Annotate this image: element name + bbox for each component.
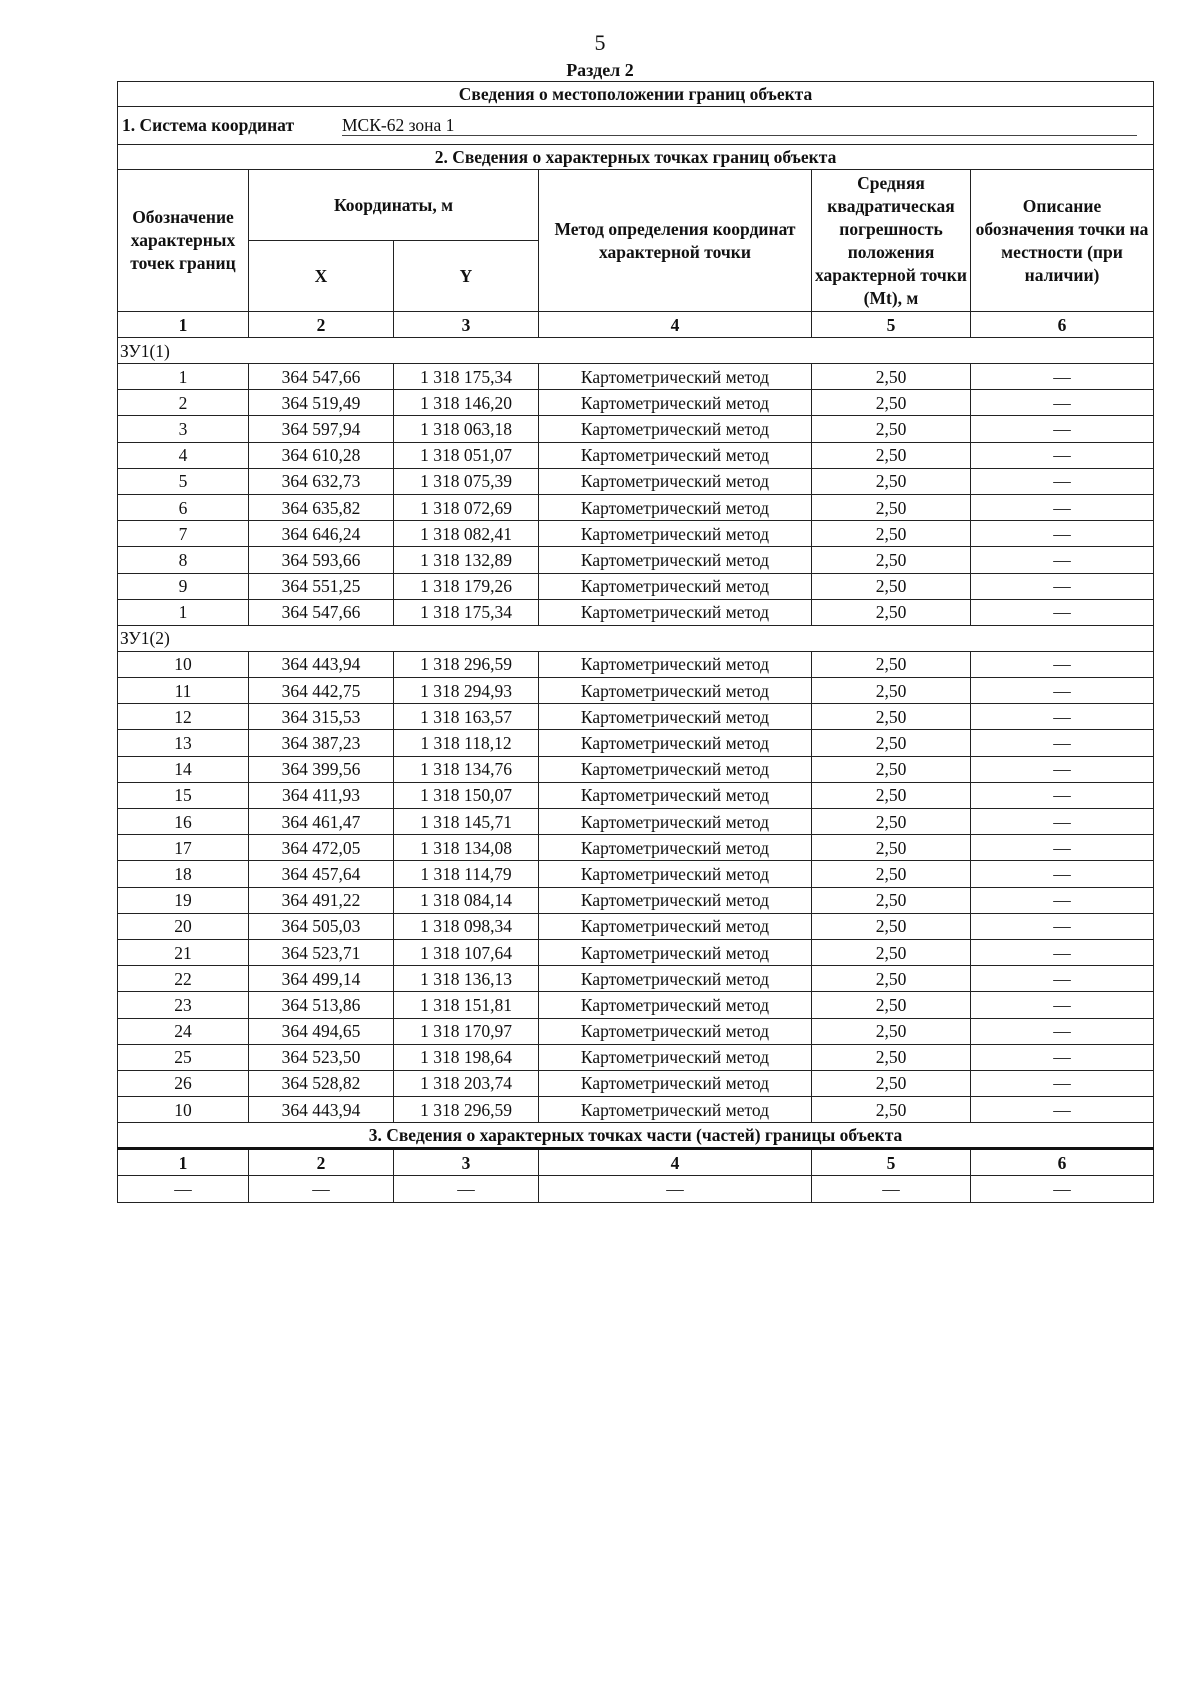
coord-y: 1 318 051,07 bbox=[394, 442, 539, 468]
method: Картометрический метод bbox=[539, 442, 812, 468]
subsection-3-title: 3. Сведения о характерных точках части (частей) границы объекта bbox=[118, 1123, 1154, 1149]
method: Картометрический метод bbox=[539, 939, 812, 965]
header-x: X bbox=[249, 241, 394, 312]
error-mt: 2,50 bbox=[812, 835, 971, 861]
column-number: 1 bbox=[118, 1149, 249, 1176]
coord-y: 1 318 150,07 bbox=[394, 782, 539, 808]
page-number: 5 bbox=[594, 30, 606, 55]
error-mt: 2,50 bbox=[812, 887, 971, 913]
point-number: 20 bbox=[118, 913, 249, 939]
coord-x: 364 523,71 bbox=[249, 939, 394, 965]
coord-y: 1 318 136,13 bbox=[394, 966, 539, 992]
table-row bbox=[118, 704, 1154, 730]
empty-cell: — bbox=[249, 1176, 394, 1203]
method: Картометрический метод bbox=[539, 809, 812, 835]
point-number: 11 bbox=[118, 678, 249, 704]
description: — bbox=[971, 887, 1154, 913]
method: Картометрический метод bbox=[539, 730, 812, 756]
point-number: 23 bbox=[118, 992, 249, 1018]
coord-x: 364 547,66 bbox=[249, 599, 394, 625]
coord-system-label: 1. Система координат bbox=[122, 115, 295, 135]
table-title: Сведения о местоположении границ объекта bbox=[118, 82, 1154, 107]
method: Картометрический метод bbox=[539, 913, 812, 939]
coord-x: 364 491,22 bbox=[249, 887, 394, 913]
method: Картометрический метод bbox=[539, 704, 812, 730]
column-number: 4 bbox=[539, 1149, 812, 1176]
table-row bbox=[118, 887, 1154, 913]
table-row bbox=[118, 599, 1154, 625]
coord-y: 1 318 063,18 bbox=[394, 416, 539, 442]
error-mt: 2,50 bbox=[812, 861, 971, 887]
coord-y: 1 318 179,26 bbox=[394, 573, 539, 599]
table-row bbox=[118, 1070, 1154, 1096]
header-description: Описание обозначения точки на местности (при наличии) bbox=[971, 170, 1154, 312]
column-number-row bbox=[118, 312, 1154, 338]
coord-system-value: МСК-62 зона 1 bbox=[342, 115, 1137, 136]
header-coords: Координаты, м bbox=[249, 170, 539, 241]
coord-y: 1 318 296,59 bbox=[394, 651, 539, 677]
table-row bbox=[118, 730, 1154, 756]
method: Картометрический метод bbox=[539, 992, 812, 1018]
coord-system-row bbox=[118, 107, 1154, 145]
table-row bbox=[118, 364, 1154, 390]
table-row bbox=[118, 1044, 1154, 1070]
coord-x: 364 593,66 bbox=[249, 547, 394, 573]
error-mt: 2,50 bbox=[812, 704, 971, 730]
empty-cell: — bbox=[394, 1176, 539, 1203]
coord-x: 364 551,25 bbox=[249, 573, 394, 599]
coord-x: 364 547,66 bbox=[249, 364, 394, 390]
table-row bbox=[118, 468, 1154, 494]
point-number: 3 bbox=[118, 416, 249, 442]
point-number: 10 bbox=[118, 651, 249, 677]
point-number: 13 bbox=[118, 730, 249, 756]
description: — bbox=[971, 442, 1154, 468]
description: — bbox=[971, 364, 1154, 390]
column-number: 6 bbox=[971, 1149, 1154, 1176]
table-row bbox=[118, 966, 1154, 992]
point-number: 26 bbox=[118, 1070, 249, 1096]
description: — bbox=[971, 835, 1154, 861]
coord-y: 1 318 145,71 bbox=[394, 809, 539, 835]
description: — bbox=[971, 390, 1154, 416]
error-mt: 2,50 bbox=[812, 599, 971, 625]
table-row bbox=[118, 782, 1154, 808]
header-method: Метод определения координат характерной точки bbox=[539, 170, 812, 312]
coord-y: 1 318 114,79 bbox=[394, 861, 539, 887]
error-mt: 2,50 bbox=[812, 992, 971, 1018]
coord-y: 1 318 082,41 bbox=[394, 521, 539, 547]
error-mt: 2,50 bbox=[812, 966, 971, 992]
error-mt: 2,50 bbox=[812, 494, 971, 520]
point-number: 6 bbox=[118, 494, 249, 520]
point-number: 21 bbox=[118, 939, 249, 965]
error-mt: 2,50 bbox=[812, 521, 971, 547]
method: Картометрический метод bbox=[539, 887, 812, 913]
method: Картометрический метод bbox=[539, 494, 812, 520]
coord-y: 1 318 134,76 bbox=[394, 756, 539, 782]
column-number: 6 bbox=[971, 312, 1154, 338]
column-number: 2 bbox=[249, 1149, 394, 1176]
description: — bbox=[971, 913, 1154, 939]
coord-x: 364 411,93 bbox=[249, 782, 394, 808]
error-mt: 2,50 bbox=[812, 651, 971, 677]
coord-y: 1 318 170,97 bbox=[394, 1018, 539, 1044]
coord-y: 1 318 075,39 bbox=[394, 468, 539, 494]
error-mt: 2,50 bbox=[812, 390, 971, 416]
table-row bbox=[118, 547, 1154, 573]
description: — bbox=[971, 939, 1154, 965]
column-number: 3 bbox=[394, 1149, 539, 1176]
method: Картометрический метод bbox=[539, 573, 812, 599]
coord-y: 1 318 163,57 bbox=[394, 704, 539, 730]
method: Картометрический метод bbox=[539, 599, 812, 625]
error-mt: 2,50 bbox=[812, 1018, 971, 1044]
method: Картометрический метод bbox=[539, 468, 812, 494]
method: Картометрический метод bbox=[539, 521, 812, 547]
table-row bbox=[118, 651, 1154, 677]
point-number: 16 bbox=[118, 809, 249, 835]
group-row bbox=[118, 625, 1154, 651]
error-mt: 2,50 bbox=[812, 1044, 971, 1070]
point-number: 9 bbox=[118, 573, 249, 599]
coord-x: 364 472,05 bbox=[249, 835, 394, 861]
error-mt: 2,50 bbox=[812, 678, 971, 704]
table-row bbox=[118, 442, 1154, 468]
column-number: 3 bbox=[394, 312, 539, 338]
table-row bbox=[118, 939, 1154, 965]
description: — bbox=[971, 468, 1154, 494]
table-row bbox=[118, 573, 1154, 599]
coord-y: 1 318 072,69 bbox=[394, 494, 539, 520]
point-number: 25 bbox=[118, 1044, 249, 1070]
method: Картометрический метод bbox=[539, 782, 812, 808]
description: — bbox=[971, 678, 1154, 704]
error-mt: 2,50 bbox=[812, 782, 971, 808]
table-row bbox=[118, 835, 1154, 861]
boundary-table bbox=[117, 81, 1154, 1203]
empty-cell: — bbox=[812, 1176, 971, 1203]
description: — bbox=[971, 521, 1154, 547]
description: — bbox=[971, 547, 1154, 573]
error-mt: 2,50 bbox=[812, 913, 971, 939]
point-number: 5 bbox=[118, 468, 249, 494]
header-error: Средняя квадратическая погрешность положения характерной точки (Mt), м bbox=[812, 170, 971, 312]
description: — bbox=[971, 756, 1154, 782]
point-number: 14 bbox=[118, 756, 249, 782]
subsection-3-empty-row bbox=[118, 1176, 1154, 1203]
point-number: 22 bbox=[118, 966, 249, 992]
description: — bbox=[971, 704, 1154, 730]
description: — bbox=[971, 416, 1154, 442]
table-row bbox=[118, 390, 1154, 416]
description: — bbox=[971, 861, 1154, 887]
coord-y: 1 318 146,20 bbox=[394, 390, 539, 416]
coord-x: 364 610,28 bbox=[249, 442, 394, 468]
empty-cell: — bbox=[118, 1176, 249, 1203]
point-number: 19 bbox=[118, 887, 249, 913]
method: Картометрический метод bbox=[539, 1097, 812, 1123]
error-mt: 2,50 bbox=[812, 547, 971, 573]
column-number: 5 bbox=[812, 312, 971, 338]
table-row bbox=[118, 861, 1154, 887]
coord-y: 1 318 098,34 bbox=[394, 913, 539, 939]
coord-x: 364 513,86 bbox=[249, 992, 394, 1018]
coord-x: 364 399,56 bbox=[249, 756, 394, 782]
coord-y: 1 318 175,34 bbox=[394, 364, 539, 390]
coord-x: 364 523,50 bbox=[249, 1044, 394, 1070]
coord-y: 1 318 294,93 bbox=[394, 678, 539, 704]
description: — bbox=[971, 809, 1154, 835]
subsection-3-column-number-row bbox=[118, 1149, 1154, 1176]
table-row bbox=[118, 1097, 1154, 1123]
table-row bbox=[118, 521, 1154, 547]
coord-y: 1 318 198,64 bbox=[394, 1044, 539, 1070]
method: Картометрический метод bbox=[539, 416, 812, 442]
header-point: Обозначение характерных точек границ bbox=[118, 170, 249, 312]
method: Картометрический метод bbox=[539, 966, 812, 992]
coord-x: 364 387,23 bbox=[249, 730, 394, 756]
table-row bbox=[118, 1018, 1154, 1044]
description: — bbox=[971, 573, 1154, 599]
table-row bbox=[118, 678, 1154, 704]
subsection-2-title: 2. Сведения о характерных точках границ объекта bbox=[118, 145, 1154, 170]
description: — bbox=[971, 1097, 1154, 1123]
description: — bbox=[971, 966, 1154, 992]
method: Картометрический метод bbox=[539, 835, 812, 861]
method: Картометрический метод bbox=[539, 547, 812, 573]
error-mt: 2,50 bbox=[812, 442, 971, 468]
point-number: 24 bbox=[118, 1018, 249, 1044]
method: Картометрический метод bbox=[539, 756, 812, 782]
coord-y: 1 318 132,89 bbox=[394, 547, 539, 573]
point-number: 4 bbox=[118, 442, 249, 468]
table-row bbox=[118, 809, 1154, 835]
column-number: 4 bbox=[539, 312, 812, 338]
description: — bbox=[971, 1018, 1154, 1044]
point-number: 17 bbox=[118, 835, 249, 861]
coord-x: 364 443,94 bbox=[249, 1097, 394, 1123]
coord-y: 1 318 175,34 bbox=[394, 599, 539, 625]
coord-x: 364 494,65 bbox=[249, 1018, 394, 1044]
description: — bbox=[971, 599, 1154, 625]
empty-cell: — bbox=[539, 1176, 812, 1203]
coord-x: 364 519,49 bbox=[249, 390, 394, 416]
column-number: 2 bbox=[249, 312, 394, 338]
coord-y: 1 318 084,14 bbox=[394, 887, 539, 913]
point-number: 12 bbox=[118, 704, 249, 730]
coord-x: 364 597,94 bbox=[249, 416, 394, 442]
coord-y: 1 318 203,74 bbox=[394, 1070, 539, 1096]
method: Картометрический метод bbox=[539, 861, 812, 887]
coord-x: 364 528,82 bbox=[249, 1070, 394, 1096]
error-mt: 2,50 bbox=[812, 1070, 971, 1096]
point-number: 1 bbox=[118, 364, 249, 390]
method: Картометрический метод bbox=[539, 1018, 812, 1044]
error-mt: 2,50 bbox=[812, 809, 971, 835]
table-row bbox=[118, 416, 1154, 442]
coord-y: 1 318 118,12 bbox=[394, 730, 539, 756]
coord-y: 1 318 107,64 bbox=[394, 939, 539, 965]
method: Картометрический метод bbox=[539, 678, 812, 704]
coord-x: 364 646,24 bbox=[249, 521, 394, 547]
coord-x: 364 499,14 bbox=[249, 966, 394, 992]
point-number: 1 bbox=[118, 599, 249, 625]
coord-x: 364 461,47 bbox=[249, 809, 394, 835]
error-mt: 2,50 bbox=[812, 573, 971, 599]
coord-y: 1 318 296,59 bbox=[394, 1097, 539, 1123]
header-y: Y bbox=[394, 241, 539, 312]
error-mt: 2,50 bbox=[812, 1097, 971, 1123]
coord-x: 364 505,03 bbox=[249, 913, 394, 939]
coord-x: 364 635,82 bbox=[249, 494, 394, 520]
error-mt: 2,50 bbox=[812, 364, 971, 390]
table-row bbox=[118, 992, 1154, 1018]
group-label: ЗУ1(1) bbox=[118, 338, 1154, 364]
group-row bbox=[118, 338, 1154, 364]
point-number: 15 bbox=[118, 782, 249, 808]
column-number: 5 bbox=[812, 1149, 971, 1176]
method: Картометрический метод bbox=[539, 1070, 812, 1096]
coord-x: 364 443,94 bbox=[249, 651, 394, 677]
error-mt: 2,50 bbox=[812, 416, 971, 442]
description: — bbox=[971, 1070, 1154, 1096]
method: Картометрический метод bbox=[539, 651, 812, 677]
method: Картометрический метод bbox=[539, 364, 812, 390]
point-number: 7 bbox=[118, 521, 249, 547]
error-mt: 2,50 bbox=[812, 939, 971, 965]
table-row bbox=[118, 913, 1154, 939]
table-row bbox=[118, 756, 1154, 782]
section-title: Раздел 2 bbox=[566, 60, 634, 80]
method: Картометрический метод bbox=[539, 390, 812, 416]
group-label: ЗУ1(2) bbox=[118, 625, 1154, 651]
point-number: 10 bbox=[118, 1097, 249, 1123]
coord-y: 1 318 151,81 bbox=[394, 992, 539, 1018]
point-number: 18 bbox=[118, 861, 249, 887]
point-number: 8 bbox=[118, 547, 249, 573]
description: — bbox=[971, 651, 1154, 677]
method: Картометрический метод bbox=[539, 1044, 812, 1070]
column-number: 1 bbox=[118, 312, 249, 338]
description: — bbox=[971, 494, 1154, 520]
error-mt: 2,50 bbox=[812, 730, 971, 756]
point-number: 2 bbox=[118, 390, 249, 416]
empty-cell: — bbox=[971, 1176, 1154, 1203]
coord-y: 1 318 134,08 bbox=[394, 835, 539, 861]
coord-x: 364 457,64 bbox=[249, 861, 394, 887]
description: — bbox=[971, 1044, 1154, 1070]
description: — bbox=[971, 730, 1154, 756]
coord-x: 364 315,53 bbox=[249, 704, 394, 730]
table-row bbox=[118, 494, 1154, 520]
error-mt: 2,50 bbox=[812, 468, 971, 494]
description: — bbox=[971, 992, 1154, 1018]
error-mt: 2,50 bbox=[812, 756, 971, 782]
coord-x: 364 442,75 bbox=[249, 678, 394, 704]
coord-x: 364 632,73 bbox=[249, 468, 394, 494]
description: — bbox=[971, 782, 1154, 808]
